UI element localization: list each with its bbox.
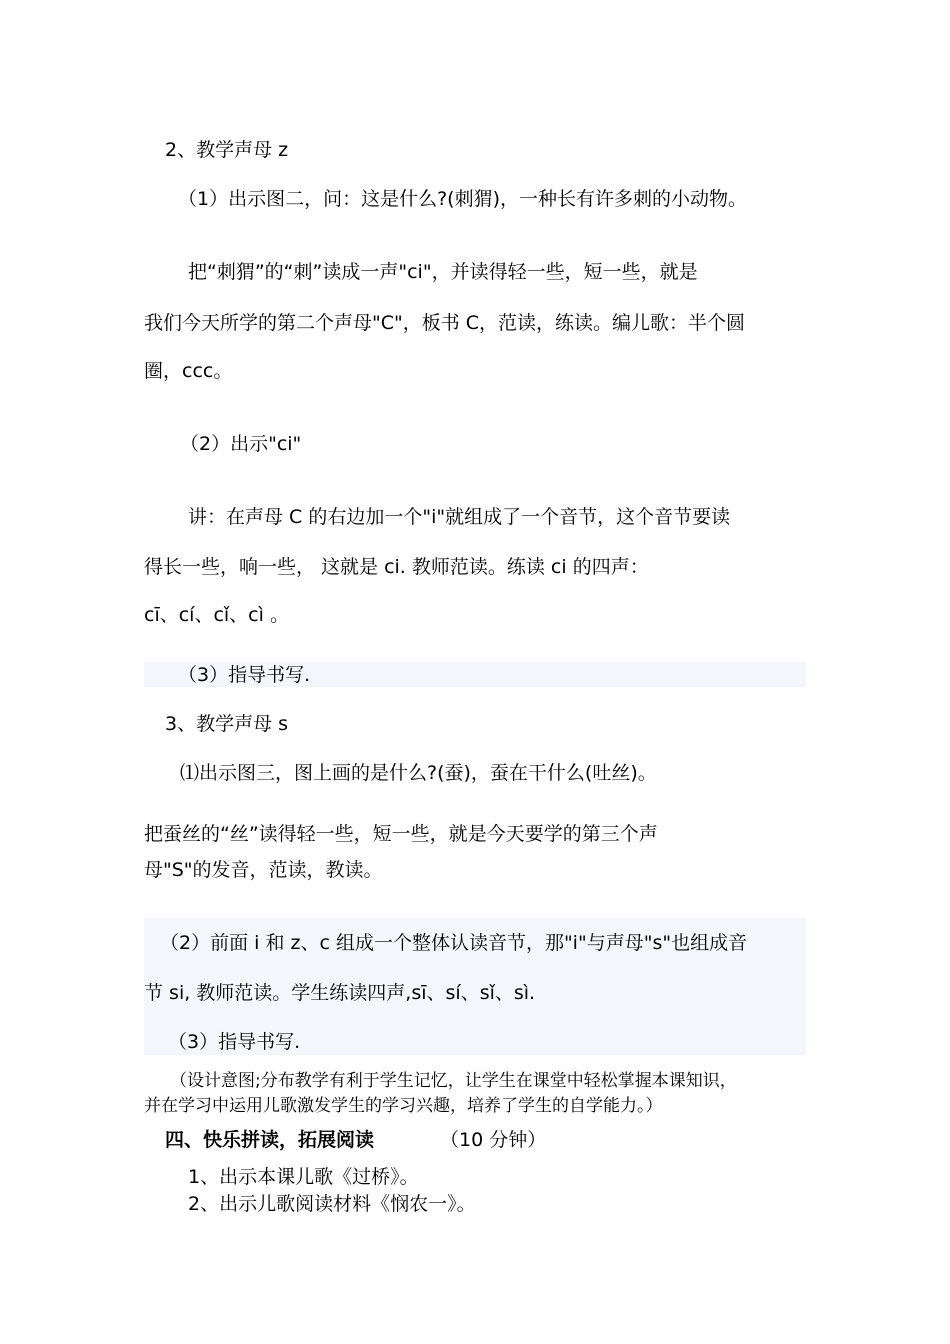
paragraph-line: 我们今天所学的第二个声母"C"，板书 C，范读，练读。编儿歌：半个圆 xyxy=(144,312,746,334)
section-time: （10 分钟） xyxy=(440,1129,547,1151)
paragraph-line: 圈，ccc。 xyxy=(144,360,233,382)
paragraph-line: 得长一些，响一些， 这就是 ci. 教师范读。练读 ci 的四声： xyxy=(144,556,649,578)
section-heading-four: 四、快乐拼读，拓展阅读 xyxy=(165,1129,375,1151)
design-note-line: 并在学习中运用儿歌激发学生的学习兴趣，培养了学生的自学能力。） xyxy=(144,1096,663,1116)
paragraph-line: （3）指导书写. xyxy=(178,664,311,686)
paragraph-line: （3）指导书写. xyxy=(168,1031,301,1053)
paragraph-line: 节 si, 教师范读。学生练读四声,sī、sí、sǐ、sì. xyxy=(144,982,536,1004)
paragraph-line: ⑴出示图三，图上画的是什么?(蚕)，蚕在干什么(吐丝)。 xyxy=(180,762,657,784)
list-item: 2、出示儿歌阅读材料《悯农一》。 xyxy=(188,1193,476,1215)
paragraph-line: 母"S"的发音，范读，教读。 xyxy=(144,859,383,881)
section-heading-z: 2、教学声母 z xyxy=(165,139,289,161)
paragraph-line: 把蚕丝的“丝”读得轻一些，短一些，就是今天要学的第三个声 xyxy=(144,823,658,845)
list-item: 1、出示本课儿歌《过桥》。 xyxy=(188,1166,419,1188)
section-heading-s: 3、教学声母 s xyxy=(165,713,289,735)
paragraph-line: （1）出示图二，问：这是什么?(刺猬)，一种长有许多刺的小动物。 xyxy=(178,188,747,210)
design-note-line: （设计意图;分布教学有利于学生记忆，让学生在课堂中轻松掌握本课知识， xyxy=(170,1071,737,1091)
paragraph-line: （2）出示"ci" xyxy=(180,433,302,455)
paragraph-line: 把“刺猬”的“刺”读成一声"ci"，并读得轻一些，短一些，就是 xyxy=(188,261,698,283)
paragraph-line: cī、cí、cǐ、cì 。 xyxy=(144,604,289,626)
paragraph-line: 讲：在声母 C 的右边加一个"i"就组成了一个音节，这个音节要读 xyxy=(188,506,731,528)
paragraph-line: （2）前面 i 和 z、c 组成一个整体认读音节，那"i"与声母"s"也组成音 xyxy=(160,932,748,954)
